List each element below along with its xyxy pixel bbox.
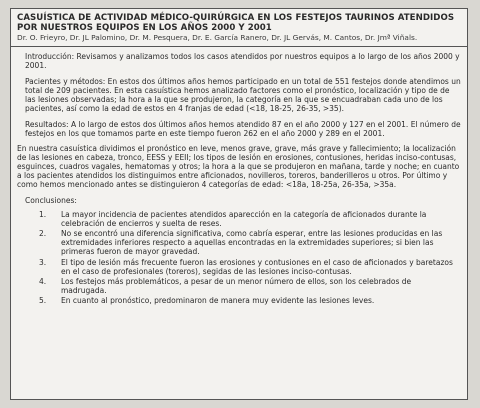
conclusions-list bbox=[17, 211, 461, 306]
methods-paragraph: Pacientes y métodos: En estos dos últimos años hemos participado en un total de 551 festejos donde atendimos un total de 209 pacientes. En esta casuística hemos analizado factores como el pronóstico, localización y tipo de de las lesiones observadas; la hora a la que se produjeron, la categoría en la que se encuadraban cada uno de los pacientes, así como la edad de estos en 4 franjas de edad (<18, 18-25, 26-35, >35). bbox=[25, 77, 461, 113]
document-page bbox=[10, 8, 468, 400]
results-paragraph: Resultados: A lo largo de estos dos últimos años hemos atendido 87 en el año 2000 y 127 en el 2001. El número de festejos en los que tomamos parte en este tiempo fueron 262 en el año 2000 y 289 en el 2001. bbox=[25, 119, 461, 138]
author-list: Dr. O. Frieyro, Dr. JL Palomino, Dr. M. Pesquera, Dr. E. García Ranero, Dr. JL Gervás, M. Cantos, Dr. Jmª Viñals. bbox=[17, 33, 418, 42]
conclusions-heading: Conclusiones: bbox=[25, 195, 77, 205]
document-title: CASUÍSTICA DE ACTIVIDAD MÉDICO-QUIRÚRGICA EN LOS FESTEJOS TAURINOS ATENDIDOS POR NUESTROS EQUIPOS EN LOS AÑOS 2000 Y 2001 bbox=[17, 13, 455, 33]
document-header bbox=[11, 9, 467, 47]
list-item-number: 5. bbox=[39, 296, 47, 306]
list-item bbox=[17, 230, 461, 257]
list-item-text: El tipo de lesión más frecuente fueron las erosiones y contusiones en el caso de aficionados y baretazos en el caso de profesionales (toreros), segidas de las lesiones inciso-contusas. bbox=[61, 257, 453, 276]
document-body bbox=[11, 47, 467, 306]
introduction-paragraph: Introducción: Revisamos y analizamos todos los casos atendidos por nuestros equipos a lo largo de los años 2000 y 2001. bbox=[25, 52, 460, 71]
casuistry-paragraph: En nuestra casuística dividimos el pronóstico en leve, menos grave, grave, más grave y fallecimiento; la localización de las lesiones en cabeza, tronco, EESS y EEII; los tipos de lesión en erosiones, contusiones, heridas inciso-contusas, esguinces, cuadros vagales, hematomas y otros; la hora a la que se produjeron en mañana, tarde y noche; en cuanto a los pacientes atendidos los distinguimos entre aficionados, novilleros, toreros, banderilleros u otros. Por último y como hemos mencionado antes se distinguieron 4 categorías de edad: <18a, 18-25a, 26-35a, >35a. bbox=[17, 144, 460, 190]
list-item bbox=[17, 259, 461, 277]
list-item-text: La mayor incidencia de pacientes atendidos aparección en la categoría de aficionados durante la celebración de encierros y suelta de reses. bbox=[61, 209, 427, 228]
list-item bbox=[17, 297, 461, 306]
list-item-number: 3. bbox=[39, 257, 47, 267]
list-item-text: Los festejos más problemáticos, a pesar de un menor número de ellos, son los celebrados de madrugada. bbox=[61, 277, 412, 295]
list-item-number: 2. bbox=[39, 229, 47, 239]
list-item-number: 1. bbox=[39, 209, 47, 219]
list-item-number: 4. bbox=[39, 277, 47, 287]
list-item-text: No se encontró una diferencia significativa, como cabría esperar, entre las lesiones producidas en las extremidades inferiores respecto a aquellas encontradas en la extremidades superiores; si bien las primeras fueron de mayor gravedad. bbox=[61, 229, 443, 257]
list-item-text: En cuanto al pronóstico, predominaron de manera muy evidente las lesiones leves. bbox=[61, 296, 375, 306]
list-item bbox=[17, 211, 461, 229]
list-item bbox=[17, 278, 461, 296]
